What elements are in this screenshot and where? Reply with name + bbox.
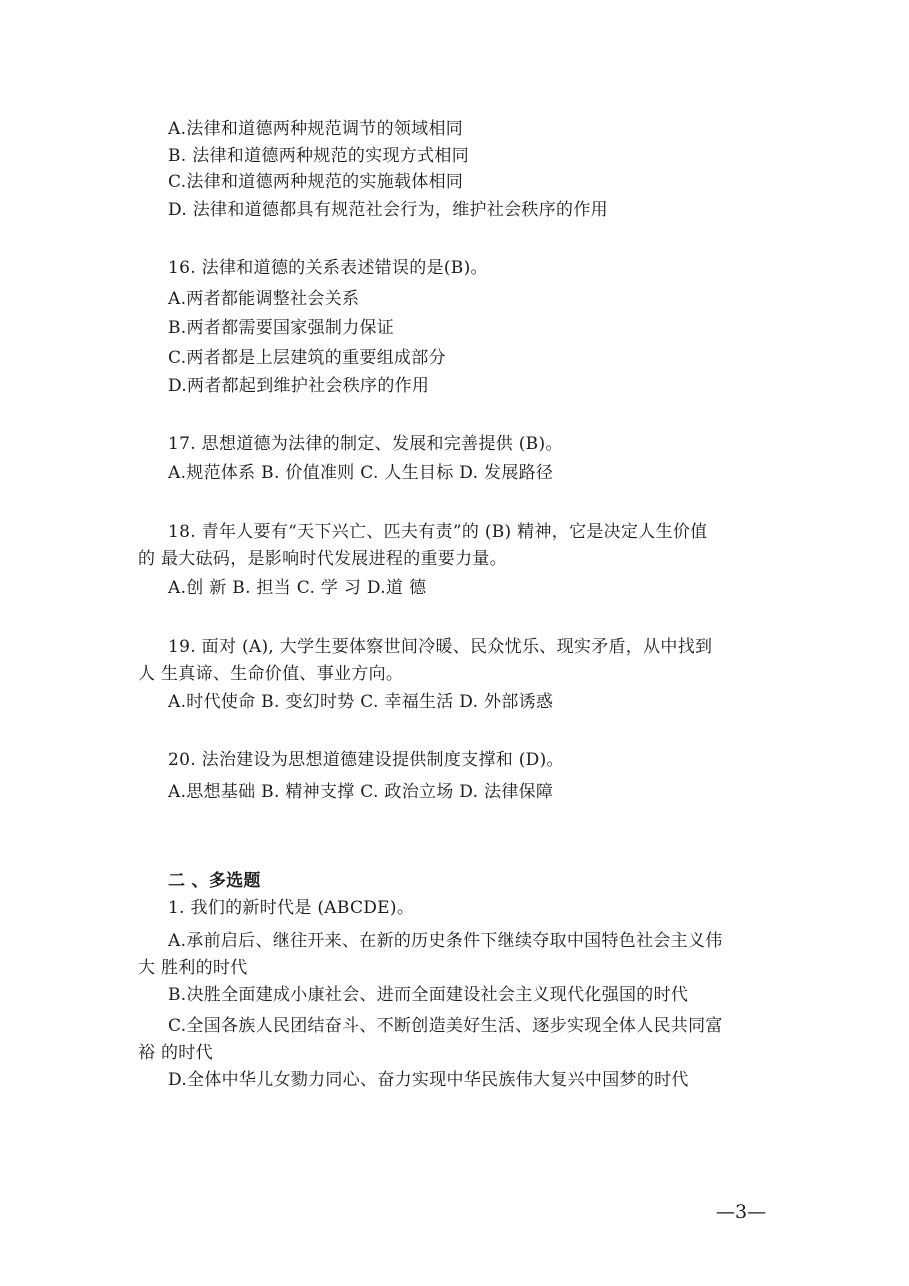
- section-heading: 二 、多选题: [168, 871, 261, 891]
- q16-option-c: C.两者都是上层建筑的重要组成部分: [168, 348, 446, 368]
- q20-options: A.思想基础 B. 精神支撑 C. 政治立场 D. 法律保障: [168, 782, 554, 802]
- page-number: —3—: [716, 1201, 767, 1223]
- q16-option-a: A.两者都能调整社会关系: [168, 289, 360, 309]
- q18-options: A.创 新 B. 担当 C. 学 习 D.道 德: [168, 578, 427, 598]
- q19-stem-line2: 人 生真谛、生命价值、事业方向。: [138, 664, 404, 684]
- multi-q1-option-c-line2: 裕 的时代: [138, 1043, 213, 1063]
- q18-stem-line1: 18. 青年人要有“天下兴亡、匹夫有责”的 (B) 精神，它是决定人生价值: [168, 522, 708, 542]
- q15-option-a: A.法律和道德两种规范调节的领域相同: [168, 119, 464, 139]
- q16-option-b: B.两者都需要国家强制力保证: [168, 318, 395, 338]
- q15-option-c: C.法律和道德两种规范的实施载体相同: [168, 172, 464, 192]
- q19-stem-line1: 19. 面对 (A), 大学生要体察世间冷暖、民众忧乐、现实矛盾，从中找到: [168, 637, 713, 657]
- q17-stem: 17. 思想道德为法律的制定、发展和完善提供 (B)。: [168, 434, 563, 454]
- q16-option-d: D.两者都起到维护社会秩序的作用: [168, 376, 430, 396]
- multi-q1-stem: 1. 我们的新时代是 (ABCDE)。: [168, 898, 415, 918]
- multi-q1-option-a-line1: A.承前启后、继往开来、在新的历史条件下继续夺取中国特色社会主义伟: [168, 931, 723, 951]
- q17-options: A.规范体系 B. 价值准则 C. 人生目标 D. 发展路径: [168, 463, 554, 483]
- multi-q1-option-d: D.全体中华儿女勠力同心、奋力实现中华民族伟大复兴中国梦的时代: [168, 1070, 689, 1090]
- q18-stem-line2: 的 最大砝码，是影响时代发展进程的重要力量。: [138, 549, 508, 569]
- q19-options: A.时代使命 B. 变幻时势 C. 幸福生活 D. 外部诱惑: [168, 692, 554, 712]
- q15-option-d: D. 法律和道德都具有规范社会行为，维护社会秩序的作用: [168, 200, 608, 220]
- q15-option-b: B. 法律和道德两种规范的实现方式相同: [168, 146, 469, 166]
- multi-q1-option-b: B.决胜全面建成小康社会、进而全面建设社会主义现代化强国的时代: [168, 985, 689, 1005]
- q20-stem: 20. 法治建设为思想道德建设提供制度支撑和 (D)。: [168, 750, 564, 770]
- multi-q1-option-c-line1: C.全国各族人民团结奋斗、不断创造美好生活、逐步实现全体人民共同富: [168, 1016, 723, 1036]
- q16-stem: 16. 法律和道德的关系表述错误的是(B)。: [168, 258, 488, 278]
- multi-q1-option-a-line2: 大 胜利的时代: [138, 958, 248, 978]
